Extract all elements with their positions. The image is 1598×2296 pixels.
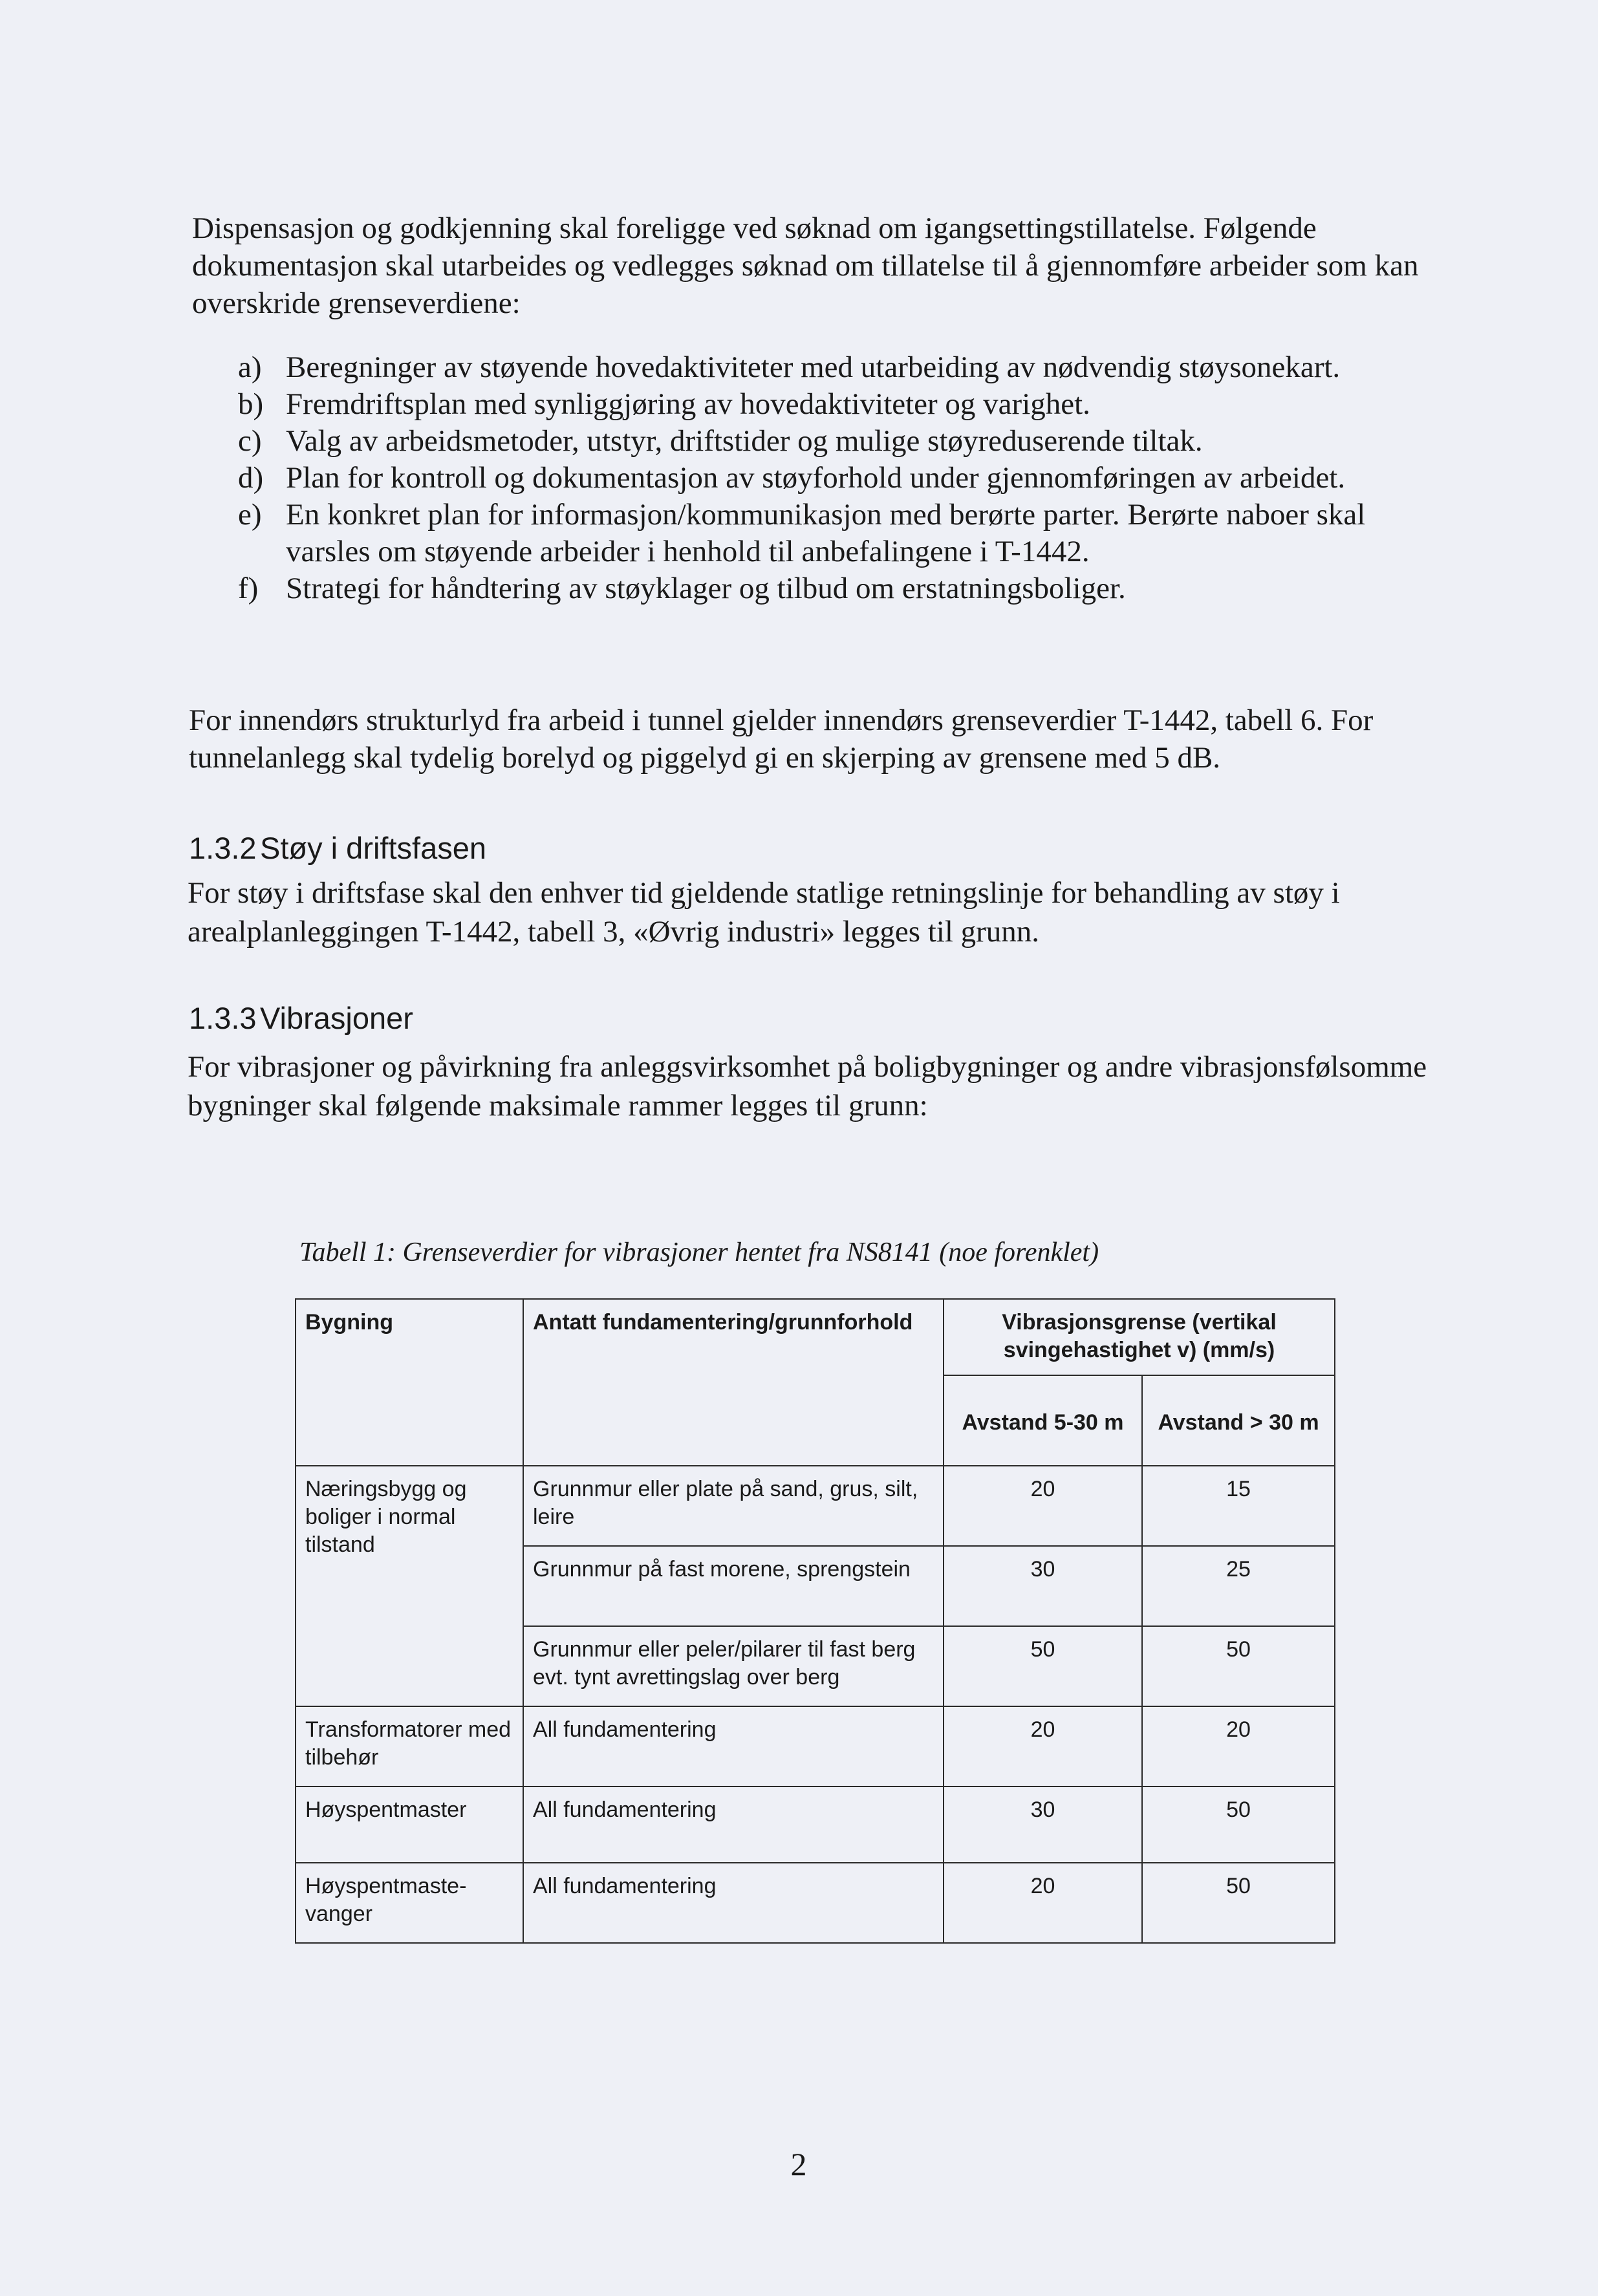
list-marker: e)	[238, 498, 262, 531]
list-item-text: Beregninger av støyende hovedaktiviteter med utarbeiding av nødvendig støysonekart.	[286, 350, 1341, 384]
cell-v1: 20	[944, 1466, 1142, 1546]
documentation-list	[238, 349, 1454, 607]
list-item	[238, 497, 1454, 570]
list-marker: c)	[238, 424, 262, 458]
list-marker: f)	[238, 572, 259, 605]
cell-v2: 20	[1142, 1706, 1335, 1786]
table-row	[296, 1706, 1335, 1786]
header-avstand-over-30: Avstand > 30 m	[1142, 1375, 1335, 1466]
cell-v1: 50	[944, 1626, 1142, 1706]
list-item	[238, 570, 1454, 607]
cell-v1: 30	[944, 1546, 1142, 1626]
header-bygning: Bygning	[296, 1299, 523, 1466]
section-number: 1.3.3	[189, 1001, 257, 1035]
cell-v1: 20	[944, 1863, 1142, 1943]
section-title: Støy i driftsfasen	[260, 831, 486, 865]
cell-bygning: Høyspentmaster	[296, 1786, 523, 1863]
page-number: 2	[790, 2146, 807, 2182]
header-avstand-5-30: Avstand 5-30 m	[944, 1375, 1142, 1466]
list-item-text: Fremdriftsplan med synliggjøring av hovedaktiviteter og varighet.	[286, 387, 1090, 421]
list-item-text: En konkret plan for informasjon/kommunikasjon med berørte parter. Berørte naboer skal varsles om støyende arbeider i henhold til anbefalingene i T-1442.	[286, 498, 1366, 568]
header-fundamentering: Antatt fundamentering/grunnforhold	[523, 1299, 944, 1466]
cell-bygning: Høyspentmaste-vanger	[296, 1863, 523, 1943]
cell-bygning: Transformatorer med tilbehør	[296, 1706, 523, 1786]
list-item	[238, 349, 1454, 386]
list-item-text: Valg av arbeidsmetoder, utstyr, driftstider og mulige støyreduserende tiltak.	[286, 424, 1203, 458]
list-marker: a)	[238, 350, 262, 384]
cell-fundamentering: All fundamentering	[523, 1706, 944, 1786]
list-item	[238, 423, 1454, 460]
section-heading-driftsfasen	[189, 830, 486, 867]
table-row	[296, 1786, 1335, 1863]
cell-fundamentering: All fundamentering	[523, 1863, 944, 1943]
list-item	[238, 460, 1454, 497]
cell-fundamentering: Grunnmur eller peler/pilarer til fast berg evt. tynt avrettingslag over berg	[523, 1626, 944, 1706]
cell-v2: 15	[1142, 1466, 1335, 1546]
indoor-noise-paragraph: For innendørs strukturlyd fra arbeid i tunnel gjelder innendørs grenseverdier T-1442, tabell 6. For tunnelanlegg skal tydelig borelyd og piggelyd gi en skjerping av grensene med 5 dB.	[189, 703, 1374, 775]
table-row	[296, 1863, 1335, 1943]
table-caption: Tabell 1: Grenseverdier for vibrasjoner hentet fra NS8141 (noe forenklet)	[299, 1238, 1099, 1267]
list-marker: d)	[238, 461, 264, 495]
section-number: 1.3.2	[189, 831, 257, 865]
section-heading-vibrasjoner	[189, 1000, 413, 1037]
intro-paragraph: Dispensasjon og godkjenning skal foreligge ved søknad om igangsettingstillatelse. Følgende dokumentasjon skal utarbeides og vedlegges søknad om tillatelse til å gjennomføre arbeider som kan overskride grenseverdiene:	[192, 211, 1419, 320]
cell-fundamentering: Grunnmur på fast morene, sprengstein	[523, 1546, 944, 1626]
cell-fundamentering: Grunnmur eller plate på sand, grus, silt, leire	[523, 1466, 944, 1546]
section-title: Vibrasjoner	[260, 1001, 413, 1035]
cell-v2: 50	[1142, 1626, 1335, 1706]
list-item-text: Strategi for håndtering av støyklager og tilbud om erstatningsboliger.	[286, 572, 1126, 605]
table-header-row	[296, 1299, 1335, 1375]
cell-bygning: Næringsbygg og boliger i normal tilstand	[296, 1466, 523, 1706]
cell-v2: 25	[1142, 1546, 1335, 1626]
cell-fundamentering: All fundamentering	[523, 1786, 944, 1863]
vibration-limits-table	[295, 1298, 1335, 1944]
cell-v1: 30	[944, 1786, 1142, 1863]
cell-v2: 50	[1142, 1786, 1335, 1863]
cell-v1: 20	[944, 1706, 1142, 1786]
vibrasjoner-paragraph: For vibrasjoner og påvirkning fra anleggsvirksomhet på boligbygninger og andre vibrasjonsfølsomme bygninger skal følgende maksimale rammer legges til grunn:	[188, 1050, 1427, 1122]
driftsfasen-paragraph: For støy i driftsfase skal den enhver tid gjeldende statlige retningslinje for behandling av støy i arealplanleggingen T-1442, tabell 3, «Øvrig industri» legges til grunn.	[188, 876, 1340, 949]
list-marker: b)	[238, 387, 264, 421]
table-row	[296, 1466, 1335, 1546]
cell-v2: 50	[1142, 1863, 1335, 1943]
header-vibrasjonsgrense: Vibrasjonsgrense (vertikal svingehastighet v) (mm/s)	[944, 1299, 1335, 1375]
list-item	[238, 386, 1454, 423]
list-item-text: Plan for kontroll og dokumentasjon av støyforhold under gjennomføringen av arbeidet.	[286, 461, 1346, 495]
